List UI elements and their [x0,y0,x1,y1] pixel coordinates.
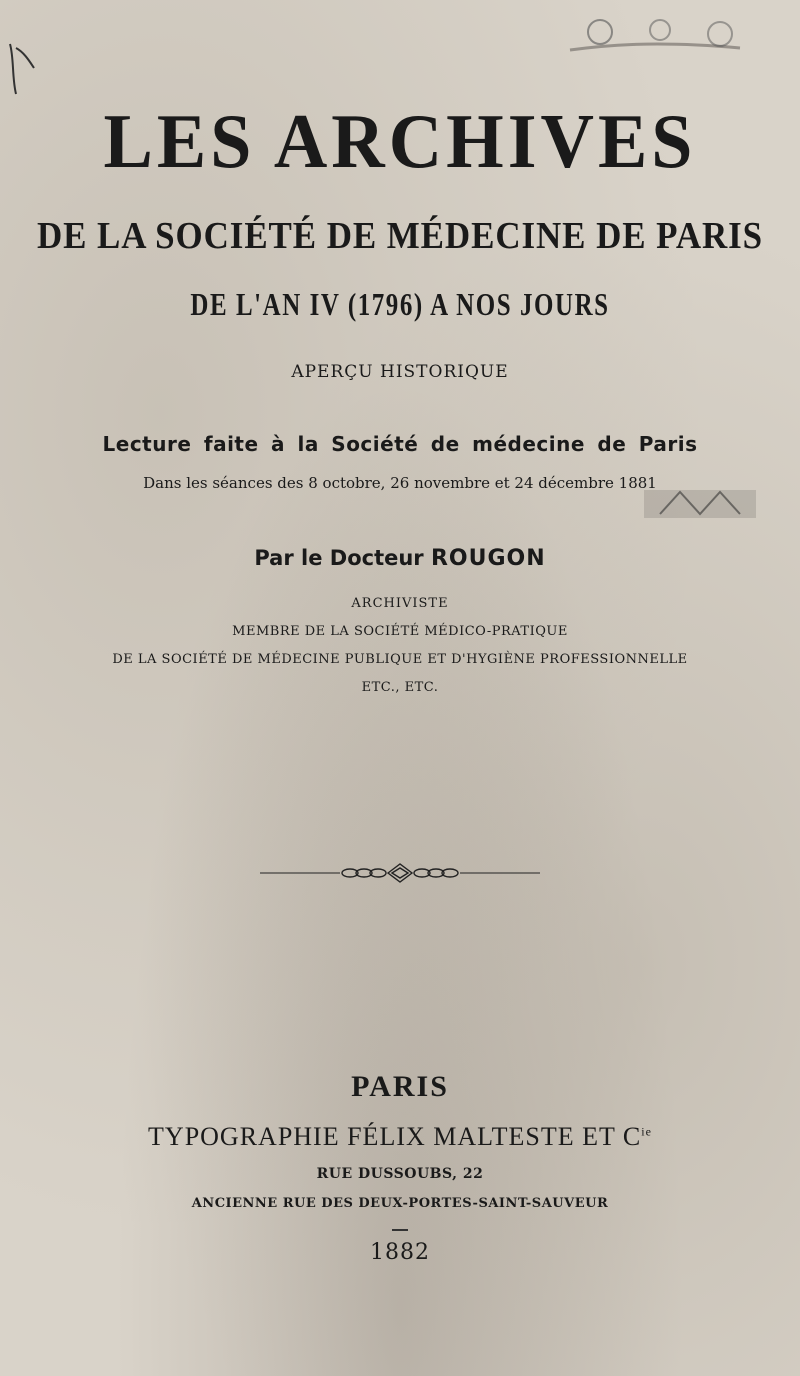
library-stamp-icon [560,10,750,70]
seances-line: Dans les séances des 8 octobre, 26 novembre et 24 décembre 1881 [143,474,657,492]
printer-name: TYPOGRAPHIE FÉLIX MALTESTE ET C [148,1122,642,1151]
apercu-historique: APERÇU HISTORIQUE [291,362,509,382]
book-title: LES ARCHIVES [103,98,697,186]
handwritten-mark-icon [4,38,44,98]
printer-suffix: ie [641,1124,652,1139]
divider-dash [392,1229,408,1231]
book-subtitle: DE LA SOCIÉTÉ DE MÉDECINE DE PARIS [36,215,764,257]
imprint-city: PARIS [351,1070,449,1103]
author-line [0,546,800,571]
imprint-old-street: ANCIENNE RUE DES DEUX-PORTES-SAINT-SAUVEUR [191,1196,609,1211]
imprint-printer [0,1122,800,1152]
imprint-year: 1882 [370,1240,430,1265]
role-etc: ETC., ETC. [361,680,439,695]
lecture-line: Lecture faite à la Société de médecine de Paris [102,432,698,456]
role-societe: DE LA SOCIÉTÉ DE MÉDECINE PUBLIQUE ET D'HYGIÈNE PROFESSIONNELLE [112,652,688,667]
date-range: DE L'AN IV (1796) A NOS JOURS [190,286,610,322]
author-prefix: Par le Docteur [254,546,424,570]
library-stamp-icon [640,484,760,524]
role-membre: MEMBRE DE LA SOCIÉTÉ MÉDICO-PRATIQUE [232,624,568,639]
author-name: ROUGON [430,546,546,571]
imprint-street: RUE DUSSOUBS, 22 [316,1166,484,1182]
role-archiviste: ARCHIVISTE [351,596,449,611]
ornament-divider-icon [260,860,540,886]
